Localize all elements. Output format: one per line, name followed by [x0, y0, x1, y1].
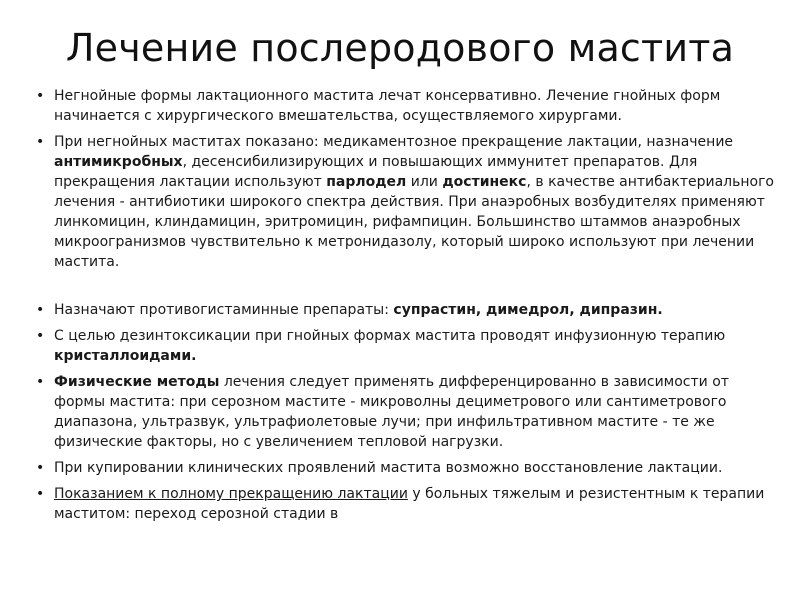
- bullet-text: [54, 328, 725, 364]
- bullet-item: [34, 326, 782, 366]
- text-run: , десенсибилизирующих и повышающих иммунитет препаратов. Для прекращения лактации используют: [54, 154, 698, 190]
- text-run: или: [406, 174, 443, 190]
- text-run: При негнойных маститах показано: медикаментозное прекращение лактации, назначение: [54, 134, 734, 150]
- text-run: При купировании клинических проявлений мастита возможно восстановление лактации.: [54, 460, 723, 476]
- bullet-item: [34, 132, 782, 272]
- bold-run: парлодел: [326, 174, 407, 190]
- text-run: , в качестве антибактериального лечения - антибиотики широкого спектра действия. При анаэробных возбудителях применяют линкомицин, клиндамицин, эритромицин, рифампицин. Большинство штаммов анаэробных микроогранизмов чувствительно к метронидазолу, который широко используют при лечении мастита.: [54, 174, 774, 270]
- bold-run: супрастин, димедрол, дипразин.: [393, 302, 663, 318]
- text-run: С целью дезинтоксикации при гнойных формах мастита проводят инфузионную терапию: [54, 328, 726, 344]
- bullet-text: [54, 134, 774, 270]
- bullet-marker-icon: •: [36, 134, 45, 150]
- bullet-marker-icon: •: [36, 328, 45, 344]
- text-run: Назначают противогистаминные препараты:: [54, 302, 394, 318]
- bullet-text: [54, 88, 720, 124]
- bold-run: кристаллоидами.: [54, 348, 197, 364]
- bullet-item: [34, 484, 782, 524]
- text-run: у больных тяжелым и резистентным к терапии маститом: переход серозной стадии в: [54, 486, 765, 522]
- bold-run: достинекс: [442, 174, 527, 190]
- bullet-marker-icon: •: [36, 374, 45, 390]
- bullet-item: [34, 372, 782, 452]
- bullet-marker-icon: •: [36, 302, 45, 318]
- bullet-marker-icon: •: [36, 460, 45, 476]
- bullet-text: [54, 486, 764, 522]
- bullet-text: [54, 374, 729, 450]
- bullet-marker-icon: •: [36, 486, 45, 502]
- bullet-text: [54, 302, 663, 318]
- bullet-item: [34, 86, 782, 126]
- text-run: Негнойные формы лактационного мастита лечат консервативно. Лечение гнойных форм начинается с хирургического вмешательства, осуществляемого хирургами.: [54, 88, 721, 124]
- bullet-list: [34, 86, 782, 530]
- slide-title: Лечение послеродового мастита: [65, 26, 735, 70]
- bold-run: Физические методы: [54, 374, 220, 390]
- bullet-item: [34, 458, 782, 478]
- text-run: лечения следует применять дифференцированно в зависимости от формы мастита: при серозном мастите - микроволны дециметрового или сантиметрового диапазона, ультразвук, ультрафиолетовые лучи; при инфильтративном мастите - те же физические факторы, но с увеличением тепловой нагрузки.: [54, 374, 729, 450]
- bullet-item: [34, 300, 782, 320]
- underlined-run: Показанием к полному прекращению лактации: [54, 486, 408, 502]
- bullet-text: [54, 460, 722, 476]
- bold-run: антимикробных: [54, 154, 183, 170]
- bullet-marker-icon: •: [36, 88, 45, 104]
